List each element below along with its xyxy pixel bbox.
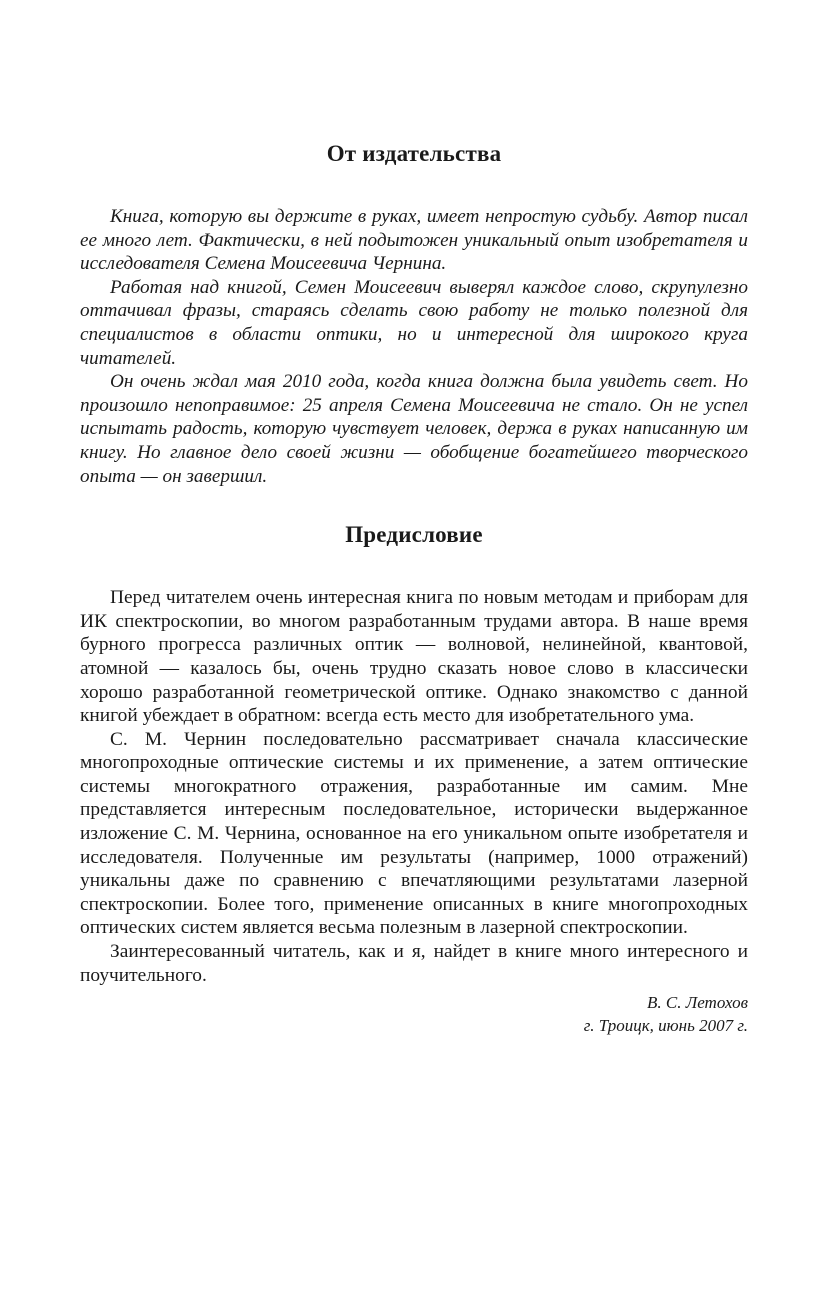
preface-text	[80, 586, 748, 987]
preface-signature	[80, 991, 748, 1037]
preface-paragraph: Заинтересованный читатель, как и я, найдет в книге много интересного и поучительного.	[80, 941, 748, 986]
publisher-paragraph: Работая над книгой, Семен Моисеевич выверял каждое слово, скрупулезно оттачивал фразы, стараясь сделать свою работу не только полезной для специалистов в области оптики, но и интересной для широкого круга читателей.	[80, 276, 748, 369]
publisher-note	[80, 205, 748, 488]
preface-paragraph: С. М. Чернин последовательно рассматривает сначала классические многопроходные оптические системы и их применение, а затем оптические системы многократного отражения, разработанные им самим. Мне представляется интересным последовательное, исторически выдержанное изложение С. М. Чернина, основанное на его уникальном опыте изобретателя и исследователя. Полученные им результаты (например, 1000 отражений) уникальны даже по сравнению с впечатляющими результатами лазерной спектроскопии. Более того, применение описанных в книге многопроходных оптических систем является весьма полезным в лазерной спектроскопии.	[80, 728, 748, 939]
signature-place-date: г. Троицк, июнь 2007 г.	[583, 1016, 748, 1036]
publisher-paragraph: Он очень ждал мая 2010 года, когда книга должна была увидеть свет. Но произошло непоправимое: 25 апреля Семена Моисеевича не стало. Он не успел испытать радость, которую чувствует человек, держа в руках написанную им книгу. Но главное дело своей жизни — обобщение богатейшего творческого опыта — он завершил.	[80, 371, 748, 487]
preface-paragraph: Перед читателем очень интересная книга по новым методам и приборам для ИК спектроскопии, во многом разработанным трудами автора. В наше время бурного прогресса различных оптик — волновой, нелинейной, квантовой, атомной — казалось бы, очень трудно сказать новое слово в классически хорошо разработанной геометрической оптике. Однако знакомство с данной книгой убеждает в обратном: всегда есть место для изобретательного ума.	[80, 587, 748, 727]
publisher-heading: От издательства	[326, 141, 502, 166]
preface-heading: Предисловие	[345, 522, 483, 548]
page	[80, 0, 748, 1037]
publisher-paragraph: Книга, которую вы держите в руках, имеет непростую судьбу. Автор писал ее много лет. Фактически, в ней подытожен уникальный опыт изобретателя и исследователя Семена Моисеевича Чернина.	[80, 206, 748, 275]
signature-author: В. С. Летохов	[647, 993, 748, 1013]
